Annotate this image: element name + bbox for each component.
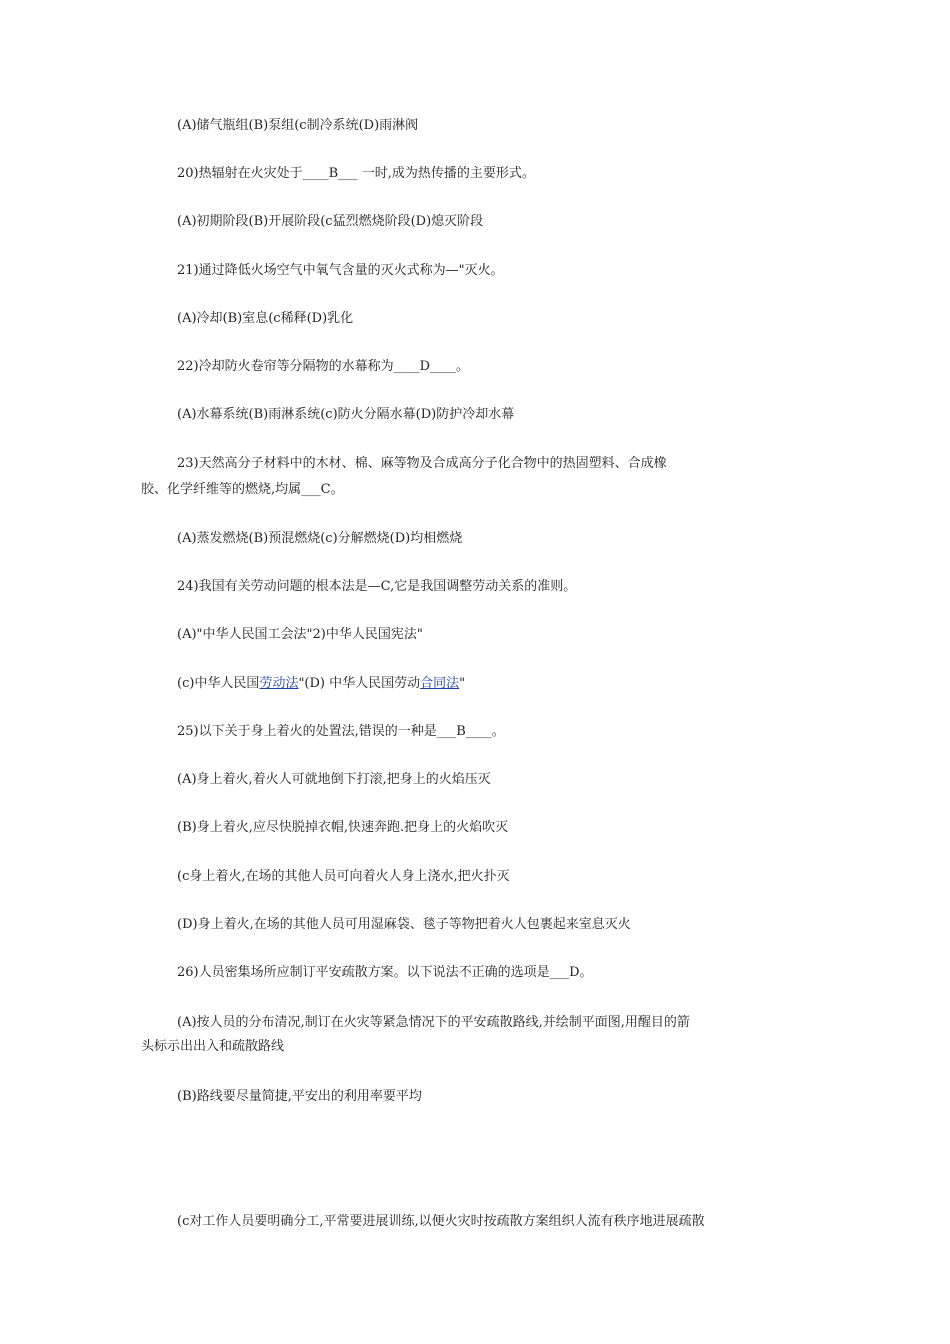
option-q26-c: (c对工作人员要明确分工,平常要进展训练,以便火灾时按疏散方案组织人流有秩序地进展疏散: [177, 1214, 705, 1229]
option-q25-b: (B)身上着火,应尽快脱掉衣帽,快速奔跑.把身上的火焰吹灭: [177, 820, 509, 835]
question-23: 23)天然高分子材料中的木材、棉、麻等物及合成高分子化合物中的热固塑料、合成橡: [177, 456, 667, 471]
question-25: 25)以下关于身上着火的处置法,错误的一种是___B____。: [177, 724, 505, 739]
option-line-q22: (A)水幕系统(B)雨淋系统(c)防火分隔水幕(D)防护冷却水幕: [177, 407, 515, 422]
option-q25-a: (A)身上着火,着火人可就地倒下打滚,把身上的火焰压灭: [177, 772, 491, 787]
option-q26-a-continuation: 头标示出出入和疏散路线: [141, 1039, 285, 1054]
option-q26-b: (B)路线要尽量简捷,平安出的利用率要平均: [177, 1089, 422, 1104]
option-q26-a: (A)按人员的分布清况,制订在火灾等紧急情况下的平安疏散路线,并绘制平面图,用醒目的箭: [177, 1015, 690, 1030]
question-20: 20)热辐射在火灾处于____B___ 一时,成为热传播的主要形式。: [177, 166, 535, 181]
option-q25-c: (c身上着火,在场的其他人员可向着火人身上浇水,把火扑灭: [177, 869, 510, 884]
option-text: "(D) 中华人民国劳动: [298, 676, 421, 691]
question-26: 26)人员密集场所应制订平安疏散方案。以下说法不正确的选项是___D。: [177, 965, 593, 980]
question-24: 24)我国有关劳动问题的根本法是—C,它是我国调整劳动关系的准则。: [177, 579, 577, 594]
question-22: 22)冷却防火卷帘等分隔物的水幕称为____D____。: [177, 359, 470, 374]
labor-law-link[interactable]: 劳动法: [259, 676, 299, 691]
option-text: ": [459, 676, 466, 691]
contract-law-link[interactable]: 合同法: [420, 676, 460, 691]
option-line-q20: (A)初期阶段(B)开展阶段(c猛烈燃烧阶段(D)熄灭阶段: [177, 214, 484, 229]
option-line-q21: (A)冷却(B)室息(c稀释(D)乳化: [177, 311, 354, 326]
option-q25-d: (D)身上着火,在场的其他人员可用湿麻袋、毯子等物把着火人包裹起来室息灭火: [177, 917, 631, 932]
option-line-q24-c: [177, 674, 465, 694]
option-line-q23: (A)蒸发燃烧(B)预混燃烧(c)分解燃烧(D)均相燃烧: [177, 531, 463, 546]
option-line-q24-a: (A)"中华人民国工会法"2)中华人民国宪法": [177, 627, 423, 642]
option-line-q19: (A)储气瓶组(B)泵组(c制冷系统(D)雨淋阀: [177, 118, 419, 133]
option-text: (c)中华人民国: [177, 676, 260, 691]
question-23-continuation: 胶、化学纤维等的燃烧,均属___C。: [141, 482, 344, 497]
question-21: 21)通过降低火场空气中氧气含量的灭火式称为—"灭火。: [177, 263, 504, 278]
